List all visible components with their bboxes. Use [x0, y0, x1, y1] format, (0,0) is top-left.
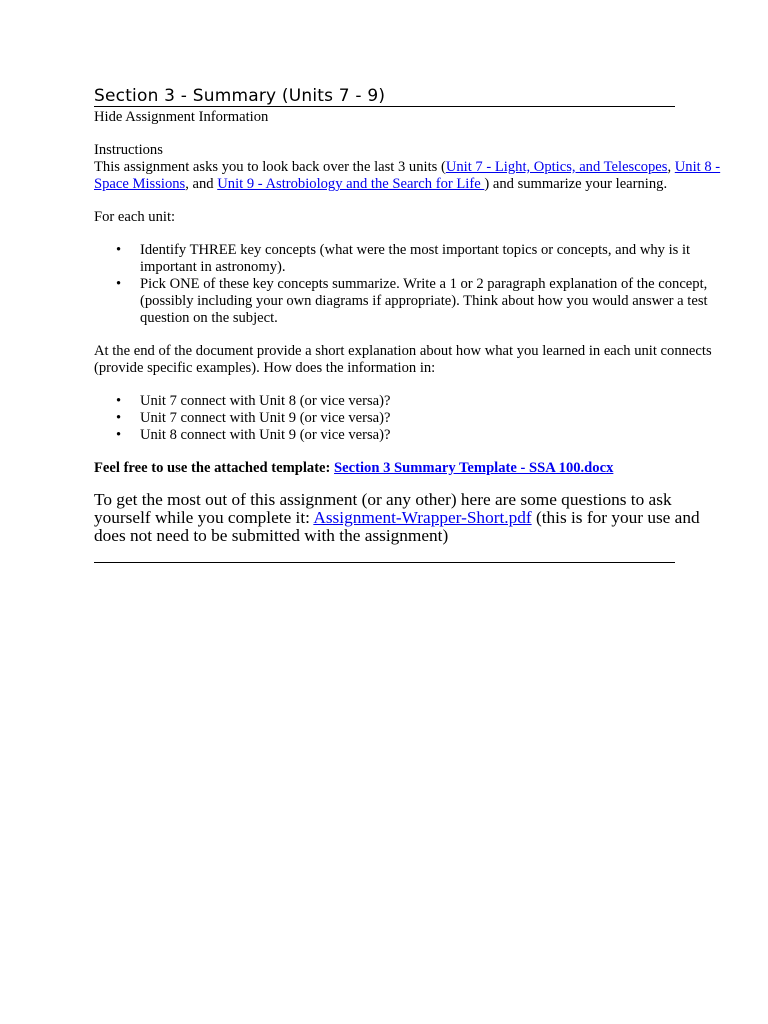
list-item: • Unit 7 connect with Unit 8 (or vice versa)?: [140, 393, 730, 410]
for-each-unit-label: For each unit:: [94, 209, 176, 225]
unit-8-link[interactable]: Unit 8 - Space Missions: [94, 159, 721, 192]
instructions-heading: Instructions: [94, 142, 163, 158]
assignment-page: [94, 86, 730, 563]
intro-separator-2: , and: [185, 176, 218, 192]
page-title: Section 3 - Summary (Units 7 - 9): [94, 86, 675, 107]
intro-text-after: ) and summarize your learning.: [484, 176, 668, 192]
list-item: • Unit 8 connect with Unit 9 (or vice versa)?: [140, 427, 730, 444]
wrapper-text-before: To get the most out of this assignment (or any other) here are some questions to ask yourself while you complete it:: [94, 490, 672, 527]
template-download-link[interactable]: Section 3 Summary Template - SSA 100.docx: [334, 460, 614, 476]
hide-info-text: Hide Assignment Information: [94, 109, 269, 125]
connections-list: [94, 393, 730, 444]
connections-intro: At the end of the document provide a short explanation about how what you learned in each unit connects (provide specific examples). How does the information in:: [94, 343, 712, 376]
intro-paragraph: [94, 159, 730, 193]
bottom-divider: [94, 562, 675, 563]
list-item: • Identify THREE key concepts (what were the most important topics or concepts, and why is it important in astronomy).: [140, 242, 730, 276]
wrapper-paragraph: [94, 491, 724, 545]
assignment-wrapper-link[interactable]: Assignment-Wrapper-Short.pdf: [313, 508, 532, 527]
template-label: Feel free to use the attached template:: [94, 460, 335, 476]
unit-7-link[interactable]: Unit 7 - Light, Optics, and Telescopes: [445, 159, 668, 175]
unit-task-list: [94, 242, 730, 327]
spacer: [94, 193, 730, 209]
wrapper-text-after: (this is for your use and does not need to be submitted with the assignment): [94, 508, 700, 545]
intro-text-before: This assignment asks you to look back over the last 3 units (: [94, 159, 446, 175]
intro-separator-1: ,: [667, 159, 675, 175]
unit-9-link[interactable]: Unit 9 - Astrobiology and the Search for Life: [217, 176, 485, 192]
template-line: [94, 460, 730, 477]
list-item: • Pick ONE of these key concepts summarize. Write a 1 or 2 paragraph explanation of the concept, (possibly including your own diagrams if appropriate). Think about how you would answer a test question on the subject.: [140, 276, 730, 327]
list-item: • Unit 7 connect with Unit 9 (or vice versa)?: [140, 410, 730, 427]
